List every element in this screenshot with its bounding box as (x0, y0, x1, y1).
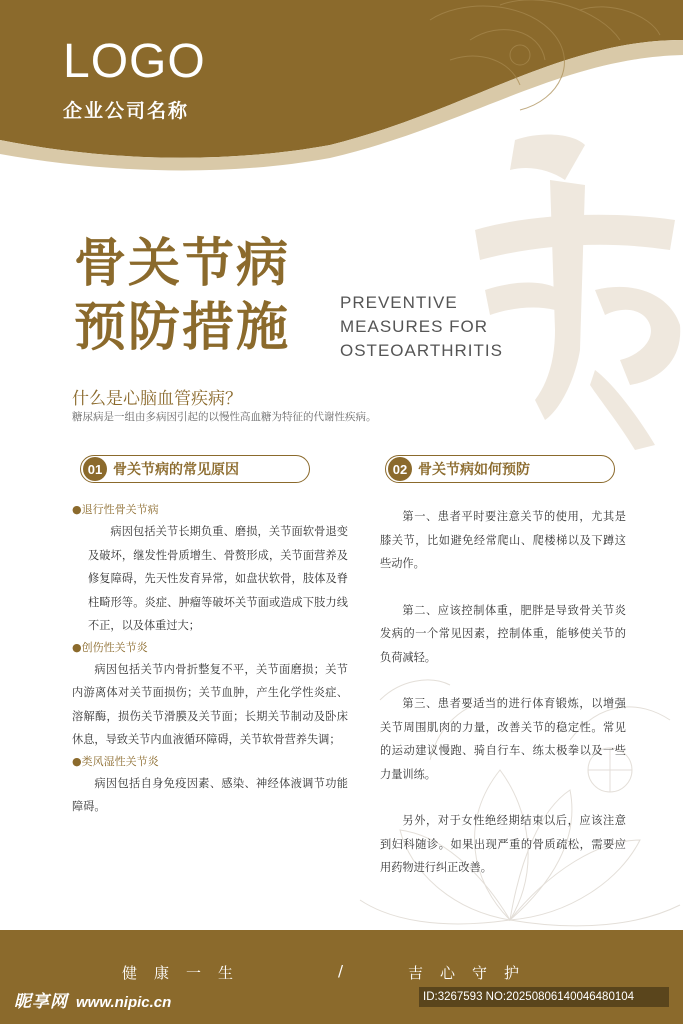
english-title (340, 291, 503, 363)
image-id-watermark: ID:3267593 NO:20250806140046480104 (419, 987, 669, 1007)
slogan-left: 健康一生 (122, 964, 251, 982)
english-title-line1: PREVENTIVE (340, 293, 458, 312)
intro-description: 糖尿病是一组由多病因引起的以慢性高血糖为特征的代谢性疾病。 (72, 411, 377, 423)
english-title-line2: MEASURES FOR (340, 317, 489, 336)
section-prevention-number: 02 (388, 457, 412, 481)
prevention-paragraph-1: 第一、患者平时要注意关节的使用，尤其是膝关节，比如避免经常爬山、爬楼梯以及下蹲这些动作。 (380, 510, 626, 570)
calligraphy-watermark-icon (455, 120, 683, 450)
intro-question: 什么是心脑血管疾病？ (72, 389, 242, 409)
main-title-line2: 预防措施 (74, 298, 291, 358)
section-causes-label: 骨关节病的常见原因 (113, 462, 239, 478)
company-name: 企业公司名称 (63, 100, 190, 122)
site-name: 昵享网 (14, 992, 68, 1012)
prevention-paragraph-3: 第三、患者要适当的进行体育锻炼，以增强关节周围肌肉的力量，改善关节的稳定性。常见的运动建议慢跑、骑自行车、练太极拳以及一些力量训练。 (380, 697, 626, 781)
cause-heading-degenerative: ●退行性骨关节病 (72, 503, 159, 516)
cause-body-traumatic: 病因包括关节内骨折整复不平，关节面磨损；关节内游离体对关节面损伤；关节血肿，产生化学性炎症、溶解酶，损伤关节滑膜及关节面；长期关节制动及卧床休息，导致关节内血液循环障碍，关节软骨营养失调； (72, 662, 348, 746)
cause-body-rheumatoid: 病因包括自身免疫因素、感染、神经体液调节功能障碍。 (72, 776, 348, 813)
main-title (74, 232, 290, 360)
cause-heading-rheumatoid: ●类风湿性关节炎 (72, 754, 159, 768)
section-causes-number: 01 (83, 457, 107, 481)
site-watermark (14, 987, 171, 1012)
prevention-paragraph-2: 第二、应该控制体重，肥胖是导致骨关节炎发病的一个常见因素，控制体重，能够使关节的负荷减轻。 (380, 603, 626, 664)
cause-body-degenerative: 病因包括关节长期负重、磨损，关节面软骨退变及破坏，继发性骨质增生、骨赘形成，关节面营养及修复障碍，先天性发育异常，如盘状软骨，肢体及脊柱畸形等。炎症、肿瘤等破坏关节面或造成下肢力线不正，以及体重过大； (88, 525, 348, 632)
cause-heading-traumatic: ●创伤性关节炎 (72, 640, 148, 654)
prevention-paragraph-4: 另外，对于女性绝经期结束以后，应该注意到妇科随诊。如果出现严重的骨质疏松，需要应用药物进行纠正改善。 (380, 814, 626, 874)
site-url: www.nipic.cn (76, 994, 172, 1011)
slogan-right: 吉心守护 (408, 964, 537, 982)
english-title-line3: OSTEOARTHRITIS (340, 341, 503, 360)
main-title-line1: 骨关节病 (74, 234, 291, 294)
slogan-separator: / (338, 962, 344, 980)
prevention-column (380, 505, 626, 903)
logo: LOGO (63, 35, 206, 88)
section-causes-header (80, 455, 310, 483)
section-prevention-label: 骨关节病如何预防 (418, 462, 530, 478)
section-prevention-header (385, 455, 615, 483)
causes-column (72, 500, 348, 819)
